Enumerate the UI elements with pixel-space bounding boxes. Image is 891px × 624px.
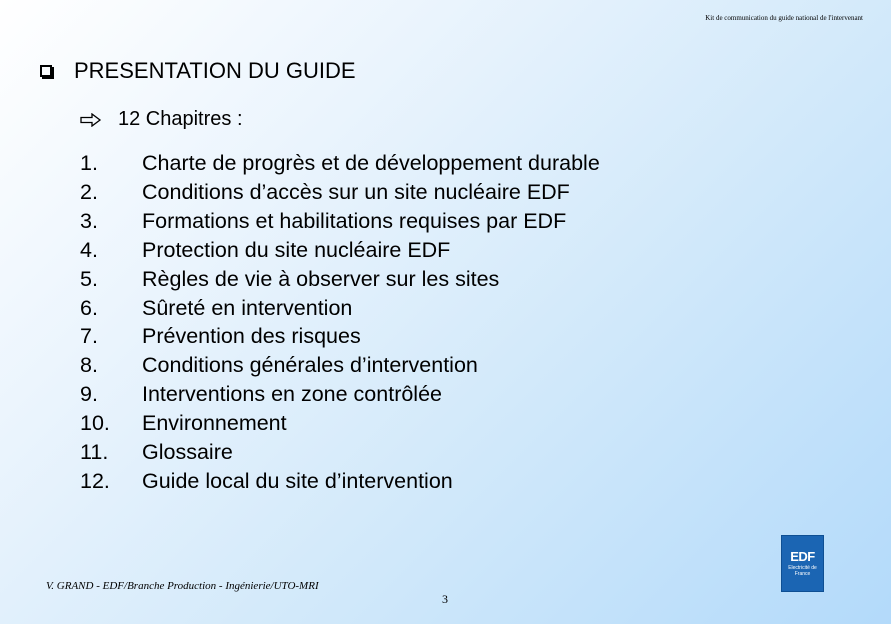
logo-name: EDF: [790, 549, 815, 564]
chapter-number: 12.: [80, 468, 110, 493]
chapter-label: Charte de progrès et de développement durable: [142, 151, 600, 175]
list-item: [80, 380, 600, 409]
chapter-number: 9.: [80, 382, 98, 407]
chapter-label: Glossaire: [142, 440, 233, 465]
chapter-number: 11.: [80, 440, 109, 465]
chapter-label: Environnement: [142, 411, 287, 436]
section-title: [40, 58, 356, 84]
chapter-number: 8.: [80, 353, 98, 378]
list-item: [80, 178, 600, 207]
chapter-list: [80, 149, 600, 496]
page-number: 3: [442, 592, 448, 606]
chapter-label: Conditions générales d’intervention: [142, 353, 478, 378]
list-item: [80, 409, 600, 438]
footer-author: V. GRAND - EDF/Branche Production - Ingénierie/UTO-MRI: [46, 580, 319, 592]
arrow-right-icon: [80, 113, 102, 127]
chapter-label: Règles de vie à observer sur les sites: [142, 266, 500, 291]
section-title-text: PRESENTATION DU GUIDE: [74, 58, 356, 83]
chapter-label: Formations et habilitations requises par EDF: [142, 208, 567, 233]
sub-title-text: 12 Chapitres :: [118, 108, 243, 130]
chapter-label: Conditions d’accès sur un site nucléaire EDF: [142, 179, 570, 204]
list-item: [80, 236, 600, 265]
list-item: [80, 467, 600, 496]
chapter-number: 3.: [80, 208, 98, 233]
chapter-number: 2.: [80, 179, 98, 204]
chapter-number: 1.: [80, 151, 98, 175]
list-item: [80, 265, 600, 294]
chapter-number: 4.: [80, 237, 98, 262]
list-item: [80, 207, 600, 236]
list-item: [80, 438, 600, 467]
list-item: [80, 149, 600, 178]
chapter-number: 6.: [80, 295, 98, 320]
chapter-number: 5.: [80, 266, 98, 291]
chapter-number: 7.: [80, 324, 98, 349]
chapter-label: Protection du site nucléaire EDF: [142, 237, 451, 262]
chapter-label: Guide local du site d’intervention: [142, 468, 453, 493]
sub-title: [80, 108, 243, 131]
edf-logo: [781, 535, 824, 592]
checkbox-bullet-icon: [40, 65, 52, 77]
header-note: Kit de communication du guide national de l'intervenant: [705, 14, 863, 22]
chapter-label: Interventions en zone contrôlée: [142, 382, 443, 407]
list-item: [80, 322, 600, 351]
chapter-number: 10.: [80, 411, 110, 436]
list-item: [80, 351, 600, 380]
chapter-label: Prévention des risques: [142, 324, 361, 349]
logo-tagline: Electricité de France: [788, 565, 817, 577]
list-item: [80, 294, 600, 323]
chapter-label: Sûreté en intervention: [142, 295, 353, 320]
